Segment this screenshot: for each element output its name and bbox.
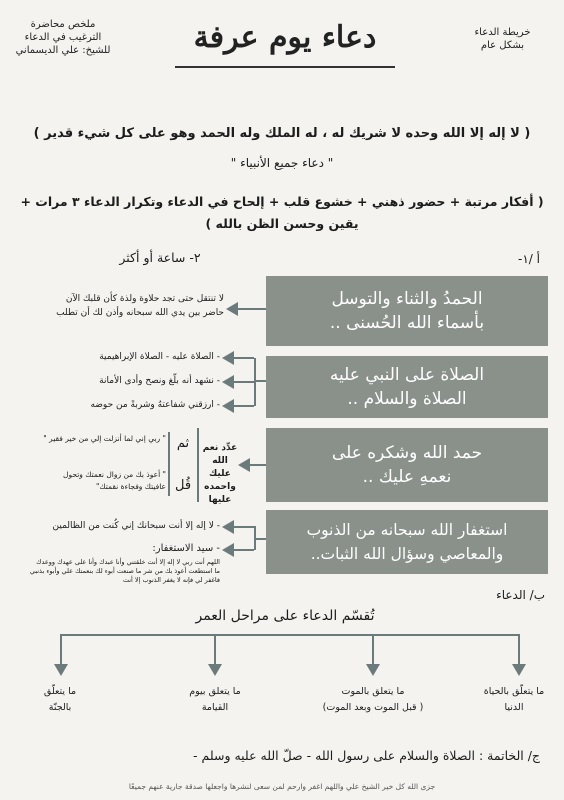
salawat-note-2: - نشهد أنه بلّغ ونصح وأدى الأمانة [99, 376, 220, 386]
division-heading: تُقسّم الدعاء على مراحل العمر [195, 608, 375, 624]
quote-1: " ربي إني لما أنزلت إلي من خير فقير " [43, 434, 166, 443]
gratitude-divider [197, 428, 199, 502]
title-underline [175, 66, 395, 68]
count-blessings-label [200, 442, 240, 507]
section-a-label: أ /١- [518, 252, 540, 266]
forgiveness-join [254, 538, 266, 540]
step-box-forgiveness-line-1: استغفار الله سبحانه من الذنوب [306, 521, 508, 539]
arrow-line-4a [232, 526, 254, 528]
stage-stem-4 [60, 634, 62, 666]
forgiveness-note-1: - لا إله إلا أنت سبحانك إني كُنت من الظالمين [52, 521, 220, 531]
step-box-praise-line-2: بأسماء الله الحُسنى .. [329, 313, 485, 333]
count-blessings-line-2: الله عليك [209, 456, 231, 479]
quote-2-line-2: عافيتك وفجاءة نقمتك" [95, 482, 166, 491]
footer-text: جزى الله كل خير الشيخ علي واللهم اغفر وارحم لمن سعى لنشرها واجعلها صدقة جارية عنهم جميعًا [128, 782, 436, 791]
conditions-line-1: ( أفكار مرتبة + حضور ذهني + خشوع قلب + إلحاح في الدعاء وتكرار الدعاء ٣ مرات + [20, 194, 544, 209]
arrow-line-1 [236, 308, 266, 310]
step-box-forgiveness-line-2: والمعاصي وسؤال الله الثبات.. [310, 545, 504, 563]
map-note [455, 26, 550, 52]
step-box-gratitude [266, 428, 548, 502]
salawat-join [254, 380, 266, 382]
step-box-praise [266, 276, 548, 346]
arrow-line-4b [232, 549, 254, 551]
stage-paradise-sub: بالجنّة [48, 702, 72, 713]
forgiveness-note-2: - سيد الاستغفار: [152, 543, 220, 554]
stage-paradise-title: ما يتعلّق [43, 686, 77, 697]
then-say-bar [168, 432, 170, 496]
count-blessings-line-3: واحمده عليها [204, 482, 236, 505]
salawat-note-3: - ارزقني شفاعتهُ وشربةً من حوضه [90, 400, 220, 410]
tahlil-text: ( لا إله إلا الله وحده لا شريك له ، له الملك وله الحمد وهو على كل شيء قدير ) [33, 126, 531, 141]
lecture-note-line-1: ملخص محاضرة [30, 19, 96, 30]
arrow-line-3 [248, 464, 266, 466]
page-title: دعاء يوم عرفة [193, 20, 377, 55]
stage-death-sub: ( قبل الموت وبعد الموت) [322, 702, 424, 713]
arrow-line-2b [232, 381, 254, 383]
conditions-line-2: يقين وحسن الظن بالله ) [205, 216, 359, 231]
quote-2-line-1: " أعوذ بك من زوال نعمتك وتحول [63, 470, 166, 479]
praise-note-1: لا تنتقل حتى تجد حلاوة ولذة كأن قلبك الآن [65, 294, 224, 304]
arrow-line-2c [232, 405, 254, 407]
map-note-line-1: خريطة الدعاء [474, 27, 531, 38]
stage-death [306, 684, 440, 716]
salawat-note-1: - الصلاة عليه - الصلاة الإبراهيمية [99, 352, 220, 362]
step-box-salawat [266, 356, 548, 418]
map-note-line-2: بشكل عام [480, 40, 525, 51]
master-istighfar-line-3: فاغفر لي فإنه لا يغفر الذنوب إلا أنت [122, 576, 220, 584]
duration-label: ٢- ساعة أو أكثر [119, 250, 201, 265]
stage-arrow-4 [54, 664, 68, 676]
prophets-text: " دعاء جميع الأنبياء " [230, 156, 334, 170]
stage-resurrection [160, 684, 270, 716]
arrow-line-2a [232, 357, 254, 359]
stage-death-title: ما يتعلق بالموت [341, 686, 405, 697]
step-box-gratitude-line-1: حمد الله وشكره على [331, 443, 483, 463]
stage-arrow-1 [512, 664, 526, 676]
master-istighfar-line-2: ما استطعت أعوذ بك من شر ما صنعت أبوء لك بنعمتك علي وأبوء بذنبي [29, 567, 220, 575]
stage-life-title: ما يتعلّق بالحياة [483, 686, 545, 697]
lecture-note-line-2: الترغيب في الدعاء [24, 32, 102, 43]
lecture-note [8, 18, 118, 57]
count-blessings-line-1: عدِّد نعم [202, 443, 238, 453]
step-box-salawat-line-2: الصلاة والسلام .. [347, 389, 467, 409]
master-istighfar-line-1: اللهم أنت ربي لا إله إلا أنت خلقتني وأنا عبدك وأنا على عهدك ووعدك [36, 558, 220, 566]
stage-arrow-2 [366, 664, 380, 676]
conclusion-text: ج/ الخاتمة : الصلاة والسلام على رسول الله - صلّ الله عليه وسلم - [193, 748, 540, 763]
stage-life [466, 684, 562, 716]
stage-stem-1 [518, 634, 520, 666]
salawat-connector [254, 358, 256, 406]
step-box-gratitude-line-2: نعمهِ عليك .. [362, 467, 452, 487]
stage-paradise [10, 684, 110, 716]
praise-notes [6, 292, 224, 320]
stage-stem-3 [214, 634, 216, 666]
stage-life-sub: الدنيا [504, 702, 524, 713]
stage-resurrection-sub: القيامة [201, 702, 229, 713]
section-b-label: ب/ الدعاء [496, 588, 545, 602]
stage-resurrection-title: ما يتعلق بيوم [189, 686, 241, 697]
lecture-note-line-3: للشيخ: علي الديسماني [15, 45, 111, 56]
stage-stem-2 [372, 634, 374, 666]
stage-arrow-3 [208, 664, 222, 676]
division-bar [60, 634, 520, 636]
then-label: ثم [176, 436, 190, 451]
step-box-forgiveness [266, 510, 548, 574]
master-istighfar [8, 558, 220, 585]
praise-note-2: حاضر بين يدي الله سبحانه وأذن لك أن تطلب [56, 308, 224, 318]
step-box-salawat-line-1: الصلاة على النبي عليه [329, 365, 485, 385]
say-label: قُل [174, 478, 192, 493]
step-box-praise-line-1: الحمدُ والثناء والتوسل [331, 289, 483, 309]
